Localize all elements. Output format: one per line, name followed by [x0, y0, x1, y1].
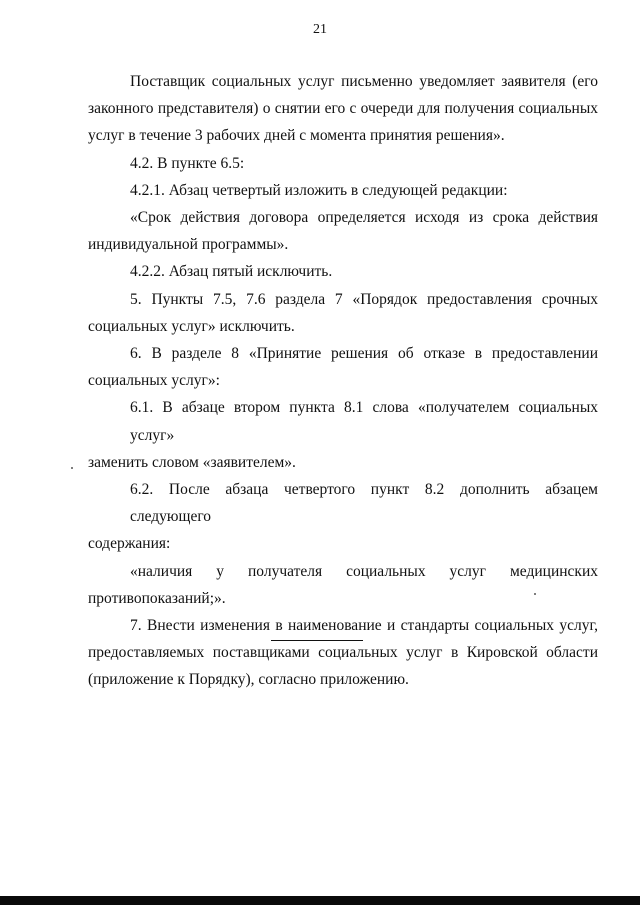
paragraph-10: [88, 558, 598, 612]
text-line: содержания:: [88, 535, 171, 553]
text-line: (приложение к Порядку), согласно приложению.: [88, 671, 409, 689]
paragraph-1: [88, 68, 598, 150]
text-line: Поставщик социальных услуг письменно уведомляет заявителя (его: [130, 73, 598, 90]
text-line: услуг в течение 3 рабочих дней с момента принятия решения».: [88, 127, 505, 145]
scan-speck: [71, 467, 73, 469]
text-line: индивидуальной программы».: [88, 236, 289, 254]
paragraph-9: [88, 476, 598, 558]
text-line: 5. Пункты 7.5, 7.6 раздела 7 «Порядок предоставления срочных: [130, 290, 598, 308]
paragraph-7: [88, 340, 598, 394]
document-body: [88, 68, 598, 694]
text-line: 7. Внести изменения в наименование и стандарты социальных услуг,: [130, 617, 598, 635]
text-line: 4.2.2. Абзац пятый исключить.: [130, 263, 333, 281]
paragraph-11: [88, 612, 598, 694]
paragraph-6: [88, 286, 598, 340]
paragraph-8: [88, 394, 598, 476]
text-line: 6. В разделе 8 «Принятие решения об отказе в предоставлении: [130, 345, 598, 363]
text-line: 6.1. В абзаце втором пункта 8.1 слова «получателем социальных услуг»: [130, 399, 598, 444]
closing-divider-line: [271, 640, 363, 641]
paragraph-2: [88, 150, 598, 177]
page-number: 21: [313, 22, 327, 37]
text-line: заменить словом «заявителем».: [88, 453, 296, 471]
text-line: «Срок действия договора определяется исходя из срока действия: [130, 209, 598, 227]
paragraph-3: [88, 177, 598, 204]
text-line: 4.2. В пункте 6.5:: [130, 154, 245, 172]
text-line: социальных услуг»:: [88, 372, 220, 390]
text-line: «наличия у получателя социальных услуг медицинских: [130, 562, 598, 580]
text-line: 6.2. После абзаца четвертого пункт 8.2 дополнить абзацем следующего: [130, 481, 598, 526]
scan-bottom-edge: [0, 896, 640, 905]
text-line: предоставляемых поставщиками социальных услуг в Кировской области: [88, 644, 598, 662]
text-line: законного представителя) о снятии его с очереди для получения социальных: [88, 100, 598, 118]
scan-speck: [534, 593, 536, 595]
paragraph-4: [88, 204, 598, 258]
text-line: 4.2.1. Абзац четвертый изложить в следующей редакции:: [130, 181, 508, 199]
paragraph-5: [88, 258, 598, 285]
text-line: противопоказаний;».: [88, 589, 226, 607]
text-line: социальных услуг» исключить.: [88, 317, 295, 335]
